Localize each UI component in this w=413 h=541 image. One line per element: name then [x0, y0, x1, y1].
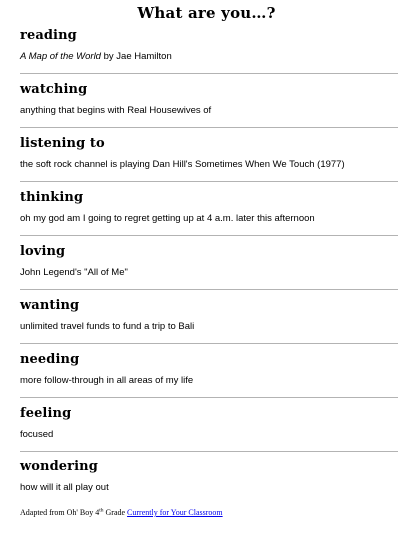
- section-answer: John Legend's "All of Me": [20, 267, 128, 278]
- footer-text-grade: Grade: [103, 508, 128, 517]
- divider: [20, 343, 398, 344]
- section-heading: feeling: [20, 406, 72, 421]
- divider: [20, 127, 398, 128]
- section-heading: watching: [20, 82, 88, 97]
- section-answer: anything that begins with Real Housewives of: [20, 105, 212, 116]
- section-heading: wanting: [20, 298, 80, 313]
- footer-text: Adapted from Oh' Boy 4: [20, 508, 100, 517]
- divider: [20, 181, 398, 182]
- currently-link[interactable]: Currently for Your Classroom: [127, 508, 223, 517]
- divider: [20, 289, 398, 290]
- section-answer: how will it all play out: [20, 482, 109, 493]
- section-answer: [20, 51, 172, 62]
- section-heading: listening to: [20, 136, 105, 151]
- section-answer: the soft rock channel is playing Dan Hill's Sometimes When We Touch (1977): [20, 159, 345, 170]
- section-answer: focused: [20, 429, 54, 440]
- section-heading: reading: [20, 28, 77, 43]
- footer-superscript: th: [99, 507, 104, 514]
- section-heading: thinking: [20, 190, 84, 205]
- page-title: What are you…?: [137, 4, 276, 22]
- section-heading: needing: [20, 352, 80, 367]
- divider: [20, 451, 398, 452]
- book-author: by Jae Hamilton: [100, 51, 172, 62]
- attribution-footer: [20, 508, 223, 517]
- section-heading: wondering: [20, 459, 98, 474]
- section-answer: oh my god am I going to regret getting up at 4 a.m. later this afternoon: [20, 213, 315, 224]
- divider: [20, 73, 398, 74]
- section-answer: unlimited travel funds to fund a trip to Bali: [20, 321, 195, 332]
- section-answer: more follow-through in all areas of my life: [20, 375, 194, 386]
- divider: [20, 235, 398, 236]
- section-heading: loving: [20, 244, 66, 259]
- divider: [20, 397, 398, 398]
- book-title: A Map of the World: [20, 51, 101, 62]
